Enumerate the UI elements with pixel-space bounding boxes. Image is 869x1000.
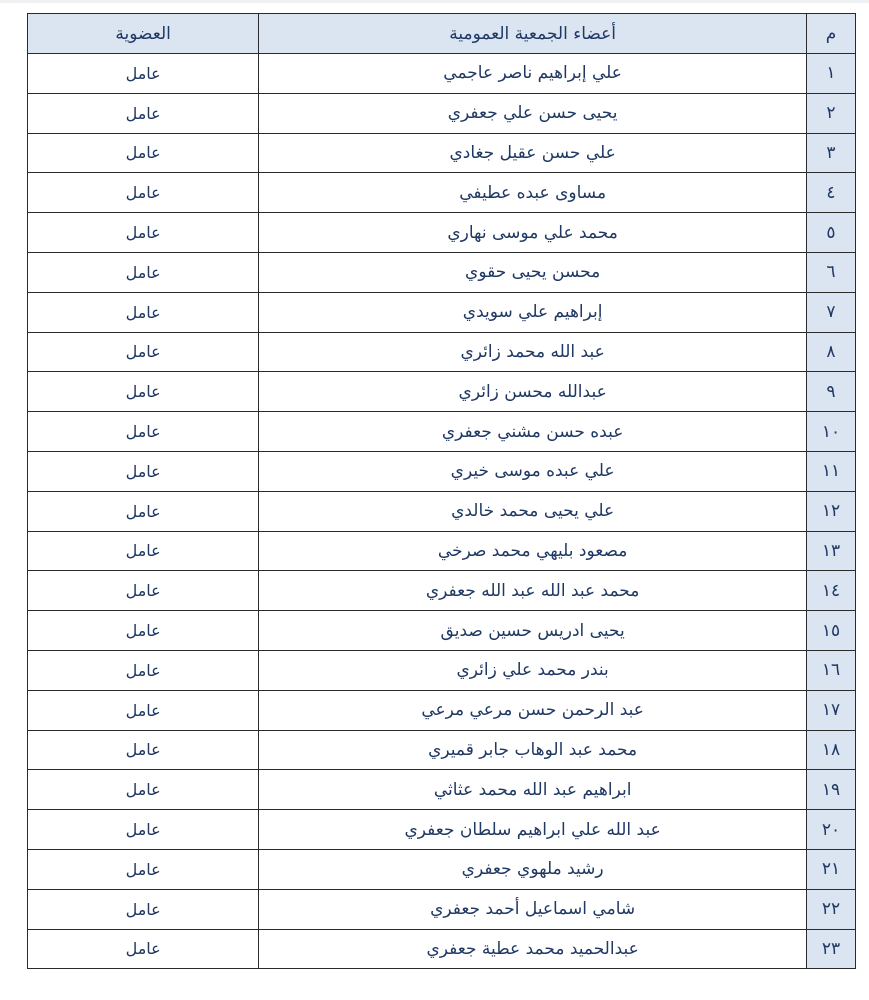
table-row [28,292,856,332]
member-name: شامي اسماعيل أحمد جعفري [259,889,807,929]
row-number: ٢ [806,93,855,133]
membership-type: عامل [28,929,259,969]
member-name: عبده حسن مشني جعفري [259,412,807,452]
membership-type: عامل [28,531,259,571]
row-number: ١٧ [806,690,855,730]
row-number: ٧ [806,292,855,332]
row-number: ١ [806,54,855,94]
member-name: محمد عبد الله عبد الله جعفري [259,571,807,611]
member-name: إبراهيم علي سويدي [259,292,807,332]
table-row [28,213,856,253]
row-number: ١٩ [806,770,855,810]
table-header-row [28,14,856,54]
row-number: ١٤ [806,571,855,611]
row-number: ٢١ [806,849,855,889]
members-table [27,13,856,969]
membership-type: عامل [28,54,259,94]
row-number: ٦ [806,252,855,292]
table-row [28,690,856,730]
membership-type: عامل [28,849,259,889]
membership-type: عامل [28,412,259,452]
row-number: ٣ [806,133,855,173]
table-row [28,173,856,213]
table-row [28,133,856,173]
table-row [28,451,856,491]
table-row [28,252,856,292]
member-name: علي يحيى محمد خالدي [259,491,807,531]
table-row [28,412,856,452]
row-number: ٨ [806,332,855,372]
membership-type: عامل [28,292,259,332]
table-row [28,929,856,969]
row-number: ٢٣ [806,929,855,969]
membership-type: عامل [28,93,259,133]
member-name: يحيى ادريس حسين صديق [259,611,807,651]
table-row [28,889,856,929]
membership-type: عامل [28,451,259,491]
row-number: ١١ [806,451,855,491]
row-number: ١٢ [806,491,855,531]
member-name: مساوى عبده عطيفي [259,173,807,213]
member-name: عبد الرحمن حسن مرعي مرعي [259,690,807,730]
table-row [28,491,856,531]
member-name: مصعود بليهي محمد صرخي [259,531,807,571]
membership-type: عامل [28,491,259,531]
membership-type: عامل [28,252,259,292]
membership-type: عامل [28,571,259,611]
table-row [28,372,856,412]
membership-type: عامل [28,332,259,372]
member-name: عبدالله محسن زائري [259,372,807,412]
table-body [28,54,856,969]
membership-type: عامل [28,173,259,213]
row-number: ٤ [806,173,855,213]
table-row [28,810,856,850]
membership-type: عامل [28,730,259,770]
membership-type: عامل [28,133,259,173]
membership-type: عامل [28,770,259,810]
header-members: أعضاء الجمعية العمومية [259,14,807,54]
row-number: ١٥ [806,611,855,651]
membership-type: عامل [28,690,259,730]
top-divider [0,0,869,3]
table-row [28,730,856,770]
row-number: ٩ [806,372,855,412]
table-row [28,531,856,571]
member-name: محمد علي موسى نهاري [259,213,807,253]
row-number: ١٠ [806,412,855,452]
member-name: يحيى حسن علي جعفري [259,93,807,133]
row-number: ٢٢ [806,889,855,929]
table-row [28,770,856,810]
header-number: م [806,14,855,54]
member-name: بندر محمد علي زائري [259,650,807,690]
table-row [28,93,856,133]
row-number: ٢٠ [806,810,855,850]
table-row [28,650,856,690]
membership-type: عامل [28,810,259,850]
table-row [28,54,856,94]
membership-type: عامل [28,611,259,651]
member-name: علي عبده موسى خيري [259,451,807,491]
member-name: محسن يحيى حقوي [259,252,807,292]
member-name: علي إبراهيم ناصر عاجمي [259,54,807,94]
header-membership: العضوية [28,14,259,54]
member-name: علي حسن عقيل جغادي [259,133,807,173]
membership-type: عامل [28,889,259,929]
table-row [28,332,856,372]
table-row [28,611,856,651]
member-name: عبد الله علي ابراهيم سلطان جعفري [259,810,807,850]
member-name: رشيد ملهوي جعفري [259,849,807,889]
member-name: عبد الله محمد زائري [259,332,807,372]
table-row [28,571,856,611]
member-name: عبدالحميد محمد عطية جعفري [259,929,807,969]
row-number: ١٣ [806,531,855,571]
membership-type: عامل [28,650,259,690]
member-name: محمد عبد الوهاب جابر قميري [259,730,807,770]
membership-type: عامل [28,372,259,412]
table-row [28,849,856,889]
row-number: ١٦ [806,650,855,690]
row-number: ٥ [806,213,855,253]
membership-type: عامل [28,213,259,253]
member-name: ابراهيم عبد الله محمد عثاثي [259,770,807,810]
row-number: ١٨ [806,730,855,770]
